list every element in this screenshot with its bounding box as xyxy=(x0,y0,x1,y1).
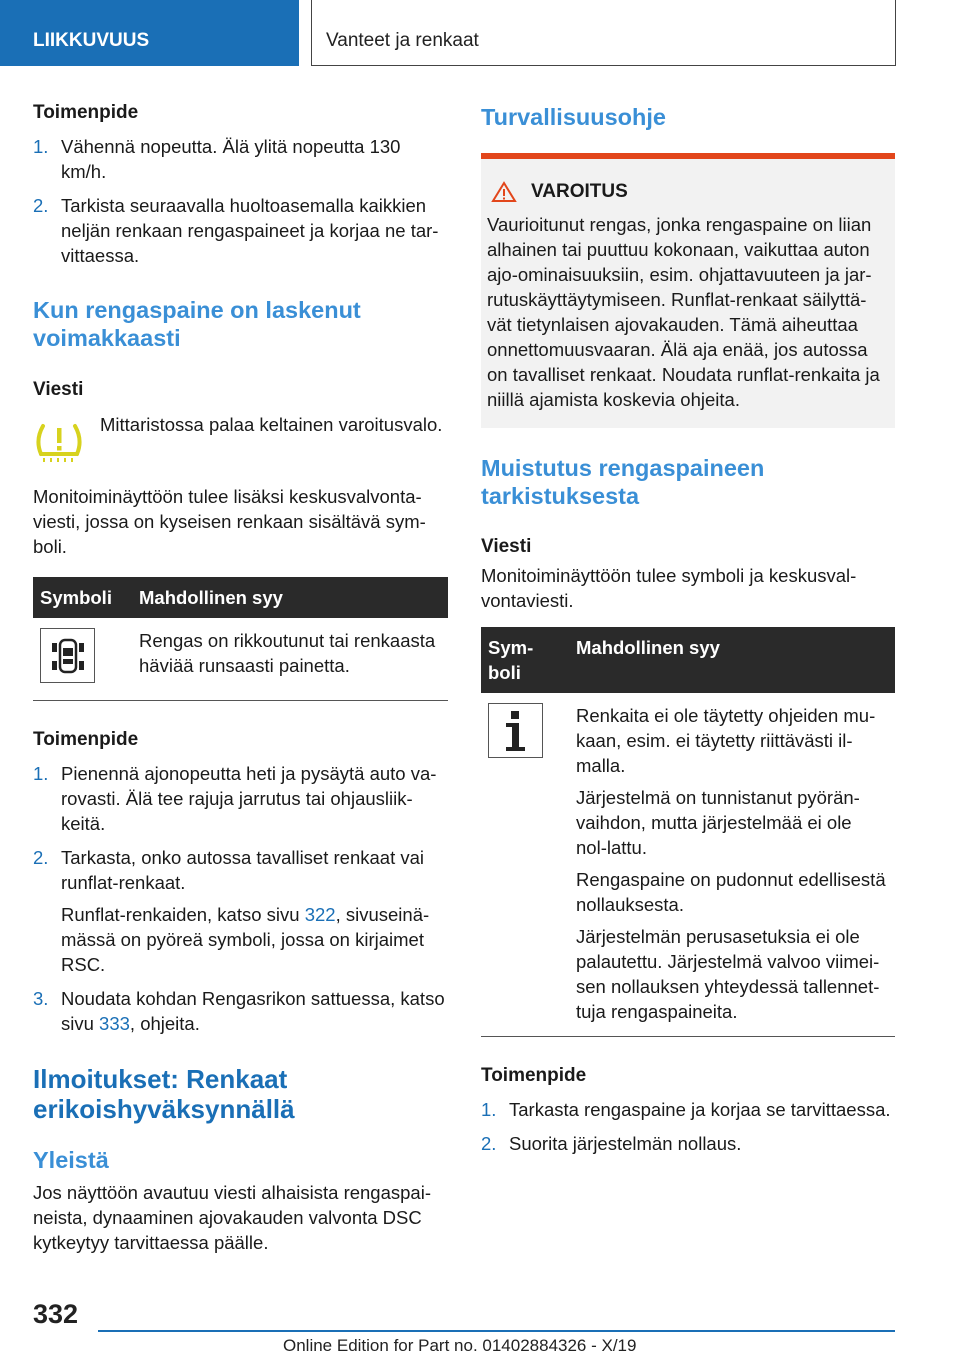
message-title: Viesti xyxy=(33,379,84,400)
general-text: Jos näyttöön avautuu viesti alhaisista rengaspai-neista, dynaaminen ajovakauden valvonta DSC kytkeytyy tarvittaessa päälle. xyxy=(33,1182,431,1253)
col-header-symbol: Symboli xyxy=(33,577,132,618)
cause-cell xyxy=(569,693,895,1037)
table-row xyxy=(33,618,448,701)
step-item xyxy=(33,986,448,1036)
step-note-text: , sivuseinä-mässä on pyöreä symboli, jossa on kirjaimet RSC. xyxy=(61,904,430,975)
message-paragraph: Monitoiminäyttöön tulee lisäksi keskusvalvonta-viesti, jossa on kyseisen renkaan sisältävä sym-boli. xyxy=(33,486,426,557)
step-note xyxy=(61,902,448,977)
warning-text: Vaurioitunut rengas, jonka rengaspaine on liian alhainen tai puuttuu kokonaan, vaikuttaa auton ajo-ominaisuuksiin, esim. ohjattavuuteen ja jar-rutuskäyttäytymiseen. Runflat-renkaat säilyttä-vät tietynlaisen ajovakauden. Tämä aiheuttaa onnettomuusvaaran. Älä aja enää, jos autossa on tavalliset renkaat. Noudata runflat-renkaita ja niillä ajamista koskevia ohjeita. xyxy=(487,214,880,410)
col-header-symbol: Sym-boli xyxy=(481,627,569,693)
step-item xyxy=(33,761,448,836)
step-text: Vähennä nopeutta. Älä ylitä nopeutta 130 km/h. xyxy=(61,136,401,182)
cause-item: Rengaspaine on pudonnut edellisestä nollauksesta. xyxy=(576,869,886,915)
step-text: Tarkasta rengaspaine ja korjaa se tarvittaessa. xyxy=(509,1099,891,1120)
action-steps xyxy=(481,1097,895,1156)
symbol-cell xyxy=(33,618,132,701)
table-row xyxy=(481,693,895,1037)
tire-pressure-warning-icon xyxy=(33,422,85,466)
symbol-table xyxy=(33,577,448,701)
warning-label: VAROITUS xyxy=(531,181,628,202)
action-title: Toimenpide xyxy=(33,102,139,123)
action-title: Toimenpide xyxy=(481,1065,587,1086)
edition-text: Online Edition for Part no. 01402884326 - X/19 xyxy=(283,1336,637,1355)
section-label: LIIKKUVUUS xyxy=(0,0,299,66)
warning-box xyxy=(481,153,895,428)
step-number: 1. xyxy=(481,1099,497,1120)
step-item xyxy=(481,1097,895,1122)
page-link-322[interactable]: 322 xyxy=(304,904,336,925)
page-link-333[interactable]: 333 xyxy=(99,1013,130,1034)
section-heading-notices: Ilmoitukset: Renkaat erikoishyväksynnällä xyxy=(33,1064,295,1124)
action-title: Toimenpide xyxy=(33,729,139,750)
step-number: 2. xyxy=(481,1133,497,1154)
step-number: 1. xyxy=(33,763,49,784)
table-header-row xyxy=(481,627,895,693)
step-item xyxy=(33,845,448,977)
step-text: Suorita järjestelmän nollaus. xyxy=(509,1133,742,1154)
page-number: 332 xyxy=(33,1299,79,1329)
step-item xyxy=(481,1131,895,1156)
step-number: 3. xyxy=(33,988,49,1009)
message-title: Viesti xyxy=(481,536,532,557)
action-steps xyxy=(33,134,448,268)
info-icon xyxy=(488,703,543,758)
step-number: 2. xyxy=(33,847,49,868)
step-number: 2. xyxy=(33,195,49,216)
step-number: 1. xyxy=(33,136,49,157)
step-item xyxy=(33,134,448,184)
car-tire-position-icon xyxy=(40,628,95,683)
step-text: Tarkista seuraavalla huoltoasemalla kaikkien neljän renkaan rengaspaineet ja korjaa ne tar-vittaessa. xyxy=(61,195,439,266)
col-header-cause: Mahdollinen syy xyxy=(569,627,895,693)
cause-item: Renkaita ei ole täytetty ohjeiden mu-kaan, esim. ei täytetty riittävästi il-malla. xyxy=(576,705,876,776)
symbol-table xyxy=(481,627,895,1037)
message-text: Mittaristossa palaa keltainen varoitusvalo. xyxy=(100,414,443,435)
table-header-row xyxy=(33,577,448,618)
symbol-cell xyxy=(481,693,569,1037)
col-header-cause: Mahdollinen syy xyxy=(132,577,448,618)
warning-triangle-icon xyxy=(491,181,517,203)
step-text: Noudata kohdan Rengasrikon sattuessa, katso sivu xyxy=(61,988,445,1034)
warning-header xyxy=(487,179,887,204)
cause-cell: Rengas on rikkoutunut tai renkaasta häviää runsaasti painetta. xyxy=(132,618,448,701)
right-column xyxy=(481,100,895,1156)
step-note-text: Runflat-renkaiden, katso sivu xyxy=(61,904,305,925)
cause-item: Järjestelmän perusasetuksia ei ole palautettu. Järjestelmä valvoo viimei-sen nollauksen yhteydessä tallennet-tuja rengaspaineita. xyxy=(576,926,880,1022)
left-column xyxy=(33,100,448,1255)
page-header xyxy=(0,0,960,66)
footer-divider xyxy=(98,1330,895,1332)
step-text: Pienennä ajonopeutta heti ja pysäytä auto va-rovasti. Älä tee rajuja jarrutus tai ohjausliik-keitä. xyxy=(61,763,437,834)
step-item xyxy=(33,193,448,268)
message-row xyxy=(33,402,448,462)
step-text: , ohjeita. xyxy=(129,1013,200,1034)
step-text: Tarkasta, onko autossa tavalliset renkaat vai runflat-renkaat. xyxy=(61,847,424,893)
action-steps xyxy=(33,761,448,1036)
section-heading-general: Yleistä xyxy=(33,1147,109,1173)
message-text: Monitoiminäyttöön tulee symboli ja keskusval-vontaviesti. xyxy=(481,565,857,611)
topic-label: Vanteet ja renkaat xyxy=(311,0,896,66)
section-heading-reminder: Muistutus rengaspaineen tarkistuksesta xyxy=(481,455,765,509)
cause-item: Järjestelmä on tunnistanut pyörän-vaihdon, mutta järjestelmää ei ole nol-lattu. xyxy=(576,787,860,858)
safety-heading: Turvallisuusohje xyxy=(481,104,666,130)
section-heading-pressure-drop: Kun rengaspaine on laskenut voimakkaasti xyxy=(33,297,361,351)
